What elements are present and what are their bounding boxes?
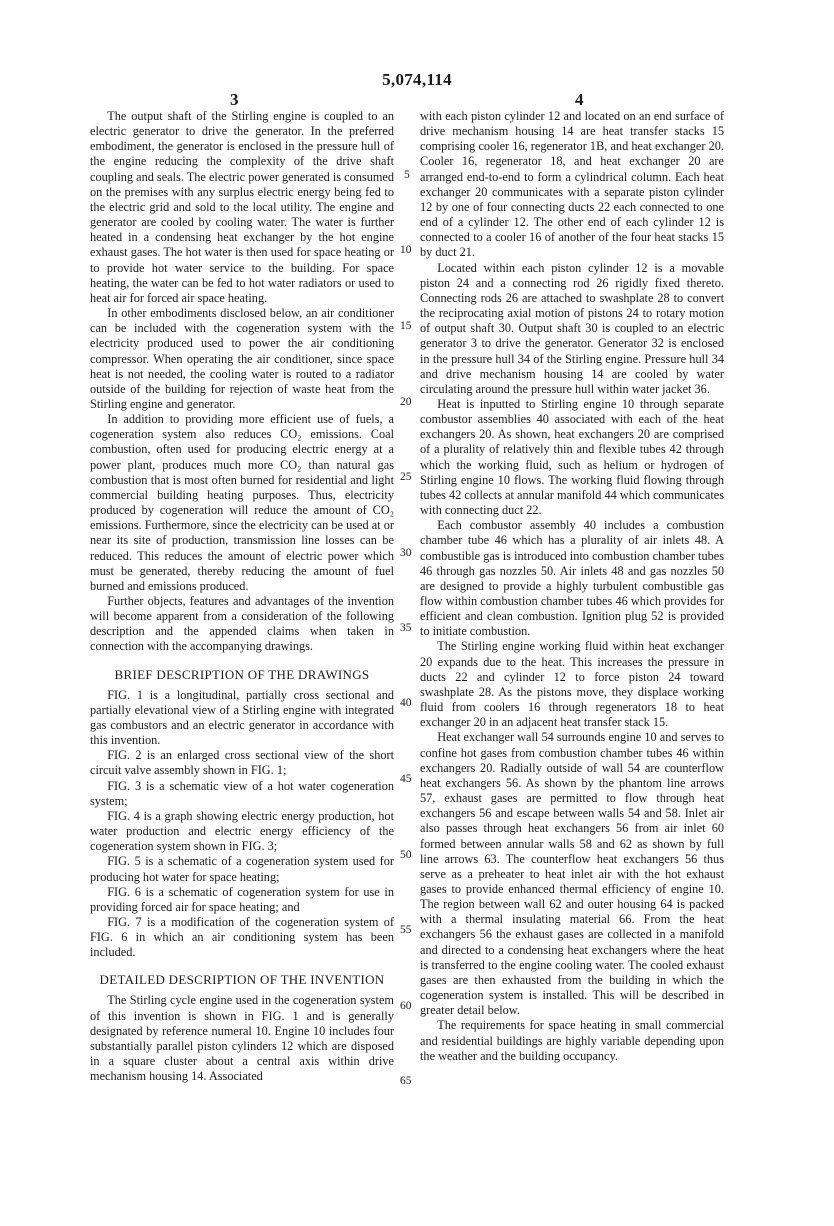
- paragraph: Each combustor assembly 40 includes a combustion chamber tube 46 which has a plurality of air inlets 48. A combustible gas is introduced into combustion chamber tubes 46 through gas nozzles 50. Air inlets 48 and gas nozzles 50 are designed to provide a highly turbulent combustible gas flow within combustion chamber tubes 46 which provides for efficient and clean combustion. Ignition plug 52 is provided to initiate combustion.: [420, 518, 724, 639]
- line-number: 25: [400, 471, 412, 483]
- line-number: 10: [400, 244, 412, 256]
- section-heading-drawings: BRIEF DESCRIPTION OF THE DRAWINGS: [114, 666, 370, 682]
- paragraph: In other embodiments disclosed below, an air conditioner can be included with the cogeneration system with the electricity produced used to power the air conditioning compressor. When operating the air conditioner, since space heat is not needed, the cooling water is routed to a radiator outside of the building for rejection of waste heat from the Stirling engine and generator.: [90, 306, 394, 411]
- paragraph: with each piston cylinder 12 and located on an end surface of drive mechanism housing 14 are heat transfer stacks 15 comprising cooler 16, regenerator 1B, and heat exchanger 20. Cooler 16, regenerator 18, and heat exchanger 20 are arranged end-to-end to form a cylindrical column. Each heat exchanger 20 communicates with a separate piston cylinder 12 by one of four connecting ducts 22 each connected to one end of a cylinder 12. The other end of each cylinder 12 is connected to a cooler 16 of another of the four heat stacks 15 by duct 21.: [420, 109, 724, 260]
- paragraph: Located within each piston cylinder 12 is a movable piston 24 and a connecting rod 26 rigidly fixed thereto. Connecting rods 26 are attached to swashplate 28 to convert the reciprocating axial motion of pistons 24 to rotary motion of output shaft 30. Output shaft 30 is coupled to an electric generator 3 to drive the generator. Generator 32 is enclosed in the pressure hull 34 of the Stirling engine. Pressure hull 34 and drive mechanism housing 14 are cooled by water circulating around the pressure hull within water jacket 36.: [420, 260, 724, 396]
- left-page-number: 3: [230, 90, 239, 109]
- line-number: 35: [400, 622, 412, 634]
- line-number: 40: [400, 697, 412, 709]
- figure-description: FIG. 2 is an enlarged cross sectional view of the short circuit valve assembly shown in FIG. 1;: [90, 748, 394, 778]
- line-number: 50: [400, 849, 412, 861]
- line-number: 55: [400, 924, 412, 936]
- figure-description: FIG. 6 is a schematic of cogeneration system for use in providing forced air for space heating; and: [90, 884, 394, 914]
- line-number: 20: [400, 396, 412, 408]
- line-number: 5: [404, 169, 410, 181]
- paragraph: Heat is inputted to Stirling engine 10 through separate combustor assemblies 40 associated with each of the heat exchangers 20. As shown, heat exchangers 20 are comprised of a plurality of relatively thin and flexible tubes 42 through which the working fluid, such as helium or hydrogen of Stirling engine 10 flows. The working fluid flowing through tubes 42 collects at annular manifold 44 which communicates with connecting duct 22.: [420, 396, 724, 518]
- patent-number: 5,074,114: [382, 70, 452, 89]
- figure-description: FIG. 7 is a modification of the cogeneration system of FIG. 6 in which an air conditioning system has been included.: [90, 914, 394, 960]
- left-column: [90, 109, 394, 1084]
- paragraph: The output shaft of the Stirling engine is coupled to an electric generator to drive the generator. In the preferred embodiment, the generator is enclosed in the pressure hull of the engine reducing the complexity of the drive shaft coupling and seals. The electric power generated is consumed on the premises with any surplus electric energy being fed to the electric grid and sold to the local utility. The engine and generator are cooled by cooling water. The water is further heated in a condensing heat exchanger by the hot engine exhaust gases. The hot water is then used for space heating or to provide hot water service to the building. For space heating, the water can be fed to hot water radiators or used to heat air for forced air space heating.: [90, 109, 395, 305]
- right-column: [420, 109, 724, 1064]
- paragraph: The Stirling cycle engine used in the cogeneration system of this invention is shown in FIG. 1 and is generally designated by reference numeral 10. Engine 10 includes four substantially parallel piston cylinders 12 which are disposed in a square cluster about a central axis within drive mechanism housing 14. Associated: [90, 993, 394, 1084]
- paragraph: The requirements for space heating in small commercial and residential buildings are highly variable depending upon the weather and the building occupancy.: [420, 1018, 724, 1063]
- figure-description: FIG. 4 is a graph showing electric energy production, hot water production and electric energy efficiency of the cogeneration system shown in FIG. 3;: [90, 808, 394, 854]
- paragraph: Further objects, features and advantages of the invention will become apparent from a consideration of the following description and the appended claims when taken in connection with the accompanying drawings.: [90, 594, 394, 654]
- line-number: 65: [400, 1075, 412, 1087]
- paragraph: Heat exchanger wall 54 surrounds engine 10 and serves to confine hot gases from combustion chamber tubes 46 within exchangers 20. Radially outside of wall 54 are counterflow heat exchangers 56. As shown by the phantom line arrows 57, exhaust gases are permitted to flow through heat exchangers 56 and escape between walls 54 and 58. Inlet air also passes through heat exchangers 56 from air inlet 60 formed between annular walls 58 and 62 as shown by full line arrows 63. The counterflow heat exchangers 56 thus serve as a preheater to heat inlet air with the hot exhaust gases to provide enhanced thermal efficiency of engine 10. The region between wall 62 and outer housing 64 is packed with a thermal insulating material 66. From the heat exchangers 56 the exhaust gases are collected in a manifold and directed to a condensing heat exchangers where the heat is transferred to the engine cooling water. The cooled exhaust gases are then exhausted from the building in which the cogeneration system is installed. This will be described in greater detail below.: [420, 730, 724, 1018]
- figure-description: FIG. 3 is a schematic view of a hot water cogeneration system;: [90, 778, 394, 808]
- paragraph: In addition to providing more efficient use of fuels, a cogeneration system also reduces CO₂ emissions. Coal combustion, often used for producing electric energy at a power plant, produces much more CO₂ than natural gas combustion that is most often burned for residential and light commercial building heating purposes. Thus, electricity produced by cogeneration will reduce the amount of CO₂ emissions. Furthermore, since the electricity can be used at or near its site of production, transmission line losses can be reduced. This reduces the amount of electric power which must be generated, thereby reducing the amount of fuel burned and emissions produced.: [90, 412, 394, 593]
- line-number: 15: [400, 320, 412, 332]
- right-page-number: 4: [575, 90, 584, 109]
- figure-description: FIG. 1 is a longitudinal, partially cross sectional and partially elevational view of a Stirling engine with integrated gas combustors and an electric generator in accordance with this invention.: [90, 687, 394, 748]
- figure-description: FIG. 5 is a schematic of a cogeneration system used for producing hot water for space heating;: [90, 854, 394, 884]
- line-number: 60: [400, 1000, 412, 1012]
- line-number: 30: [400, 547, 412, 559]
- line-number: 45: [400, 773, 412, 785]
- section-heading-detailed: DETAILED DESCRIPTION OF THE INVENTION: [99, 972, 385, 988]
- paragraph: The Stirling engine working fluid within heat exchanger 20 expands due to the heat. This increases the pressure in ducts 22 and cylinder 12 to force piston 24 toward swashplate 28. As the pistons move, they displace working fluid from coolers 16 through regenerators 18 to heat exchanger 20 in an adjacent heat transfer stack 15.: [420, 639, 724, 730]
